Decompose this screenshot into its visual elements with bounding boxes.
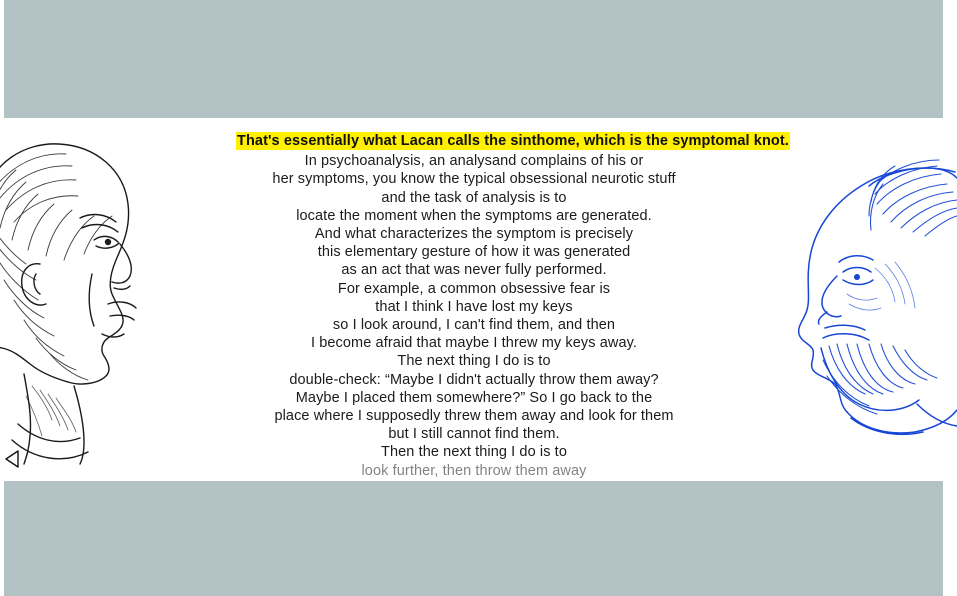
blue-ink-portrait-bearded-man-profile [777, 136, 957, 466]
transcript-line: so I look around, I can't find them, and then [332, 317, 616, 334]
transcript-highlighted-line: That's essentially what Lacan calls the sinthome, which is the symptomal knot. [237, 133, 789, 149]
transcript-line: Maybe I placed them somewhere?” So I go back to the [295, 389, 653, 406]
transcript-line: The next thing I do is to [397, 353, 551, 370]
transcript-line: Then the next thing I do is to [381, 444, 567, 461]
transcript-line: And what characterizes the symptom is precisely [314, 226, 634, 243]
transcript-line: I become afraid that maybe I threw my keys away. [310, 335, 638, 352]
transcript-line: her symptoms, you know the typical obsessional neurotic stuff [272, 171, 676, 188]
letterbox-band-bottom [0, 481, 947, 596]
transcript-line: double-check: “Maybe I didn't actually throw them away? [289, 371, 659, 388]
transcript-line: place where I supposedly threw them away and look for them [274, 408, 674, 425]
back-triangle-icon[interactable] [3, 448, 25, 470]
transcript-line-partial: look further, then throw them away [361, 462, 587, 479]
transcript-line: but I still cannot find them. [388, 426, 560, 443]
letterbox-band-top [0, 0, 947, 118]
transcript-line: this elementary gesture of how it was generated [317, 244, 631, 261]
transcript-line: In psychoanalysis, an analysand complains of his or [304, 153, 644, 170]
content-band [0, 118, 947, 481]
transcript-line: and the task of analysis is to [381, 189, 567, 206]
transcript-text [236, 132, 789, 479]
transcript-line: as an act that was never fully performed. [341, 262, 607, 279]
ink-portrait-bald-man-profile [0, 124, 174, 464]
transcript-line: For example, a common obsessive fear is [337, 280, 611, 297]
transcript-line: locate the moment when the symptoms are generated. [296, 207, 652, 224]
transcript-line: that I think I have lost my keys [375, 298, 573, 315]
